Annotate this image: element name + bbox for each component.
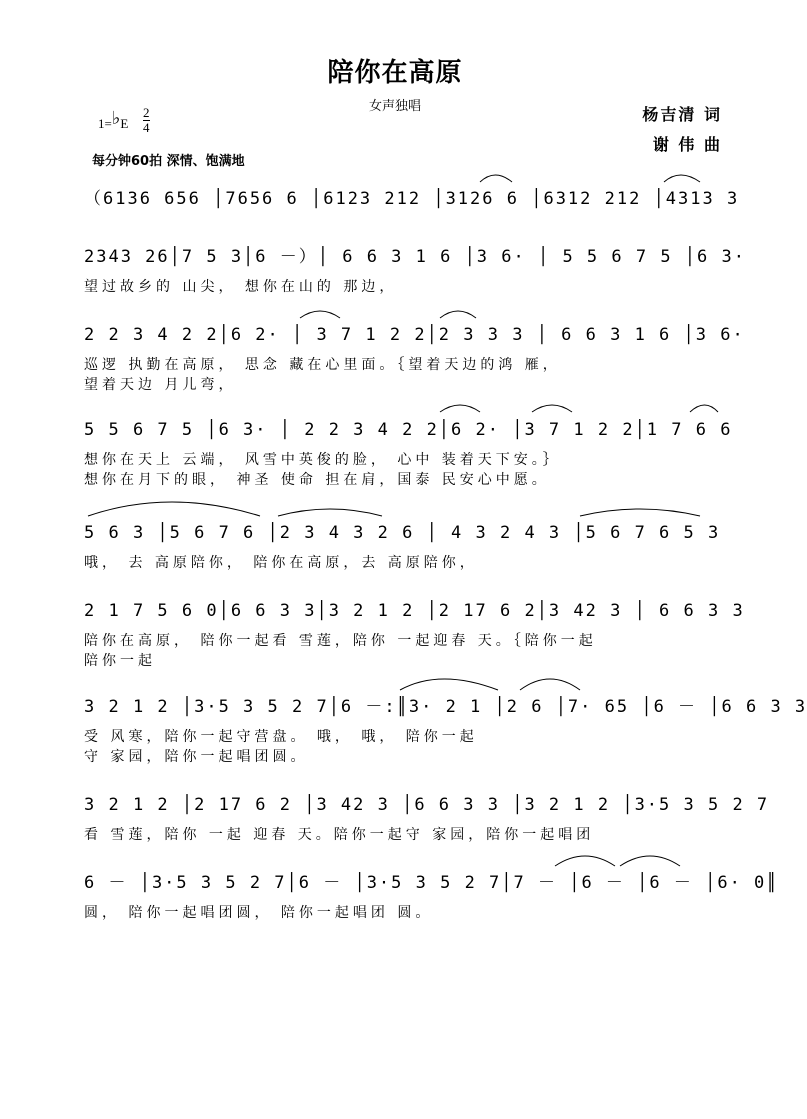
notation-line: 5 5 6 7 5 │6 3· │ 2 2 3 4 2 2│6 2· │3 7 1 2 2│1 7 6 6 <box>84 420 733 440</box>
notation-line: 5 6 3 │5 6 7 6 │2 3 4 3 2 6 │ 4 3 2 4 3 │5 6 7 6 5 3 <box>84 523 721 543</box>
flat-icon: ♭ <box>111 108 121 128</box>
notation-line: 2 1 7 5 6 0│6 6 3 3│3 2 1 2 │2 17 6 2│3 42 3 │ 6 6 3 3 <box>84 601 745 621</box>
lyric-line-2: 想你在月下的眼， 神圣 使命 担在肩，国泰 民安心中愿。 <box>84 472 550 488</box>
lyric-line-1: 哦， 去 高原陪你， 陪你在高原，去 高原陪你， <box>84 555 478 571</box>
slur <box>440 405 480 412</box>
slur <box>88 502 260 516</box>
song-title: 陪你在高原 <box>327 58 463 88</box>
slur <box>400 679 498 690</box>
slur <box>278 509 382 516</box>
notation-line: 3 2 1 2 │3·5 3 5 2 7│6 －:║3· 2 1 │2 6 │7· 65 │6 － │6 6 3 3 <box>84 697 807 717</box>
lyric-line-1: 圆， 陪你一起唱团圆， 陪你一起唱团 圆。 <box>84 905 434 921</box>
slur <box>664 175 700 182</box>
lyric-line-1: 陪你在高原， 陪你一起看 雪莲，陪你 一起迎春 天。｛陪你一起 <box>84 633 597 649</box>
slur <box>520 679 580 690</box>
notation-line: 6 － │3·5 3 5 2 7│6 － │3·5 3 5 2 7│7 － │6 － │6 － │6· 0║ <box>84 873 779 893</box>
key-prefix: 1= <box>98 116 112 131</box>
slur <box>300 311 340 318</box>
lyric-line-1: 望过故乡的 山尖， 想你在山的 那边， <box>84 279 398 295</box>
lyric-line-1: 受 风寒，陪你一起守营盘。 哦， 哦， 陪你一起 <box>84 729 478 745</box>
lyricist-credit: 杨吉清 词 <box>642 105 722 124</box>
slur <box>532 405 572 412</box>
slur <box>690 405 718 412</box>
meter-top: 2 <box>143 105 150 120</box>
lyric-line-2: 陪你一起 <box>84 653 156 669</box>
key-signature <box>98 108 129 133</box>
notation-line: （6136 656 │7656 6 │6123 212 │3126 6 │6312 212 │4313 3 <box>84 189 740 209</box>
lyric-line-1: 巡逻 执勤在高原， 思念 藏在心里面。｛望着天边的鸿 雁， <box>84 357 561 373</box>
notation-line: 3 2 1 2 │2 17 6 2 │3 42 3 │6 6 3 3 │3 2 1 2 │3·5 3 5 2 7 <box>84 795 770 815</box>
notation-line: 2343 26│7 5 3│6 －）│ 6 6 3 1 6 │3 6· │ 5 5 6 7 5 │6 3· <box>84 247 746 267</box>
notation-line: 2 2 3 4 2 2│6 2· │ 3 7 1 2 2│2 3 3 3 │ 6 6 3 1 6 │3 6· <box>84 325 745 345</box>
composer-credit: 谢 伟 曲 <box>652 135 722 154</box>
lyric-line-1: 看 雪莲，陪你 一起 迎春 天。陪你一起守 家园，陪你一起唱团 <box>84 827 595 843</box>
lyric-line-2: 望着天边 月儿弯， <box>84 377 237 393</box>
tempo-marking: 每分钟60拍 深情、饱满地 <box>92 154 245 169</box>
lyric-line-2: 守 家园，陪你一起唱团圆。 <box>84 749 309 765</box>
slur <box>555 856 615 866</box>
song-subtitle: 女声独唱 <box>368 99 421 114</box>
time-signature <box>143 106 150 135</box>
slur <box>440 311 476 318</box>
meter-bottom: 4 <box>143 120 150 135</box>
slur <box>580 509 700 516</box>
slur <box>480 175 512 182</box>
key-note: E <box>120 116 129 131</box>
slur <box>620 856 680 866</box>
lyric-line-1: 想你在天上 云端， 风雪中英俊的脸， 心中 装着天下安。｝ <box>84 452 561 468</box>
